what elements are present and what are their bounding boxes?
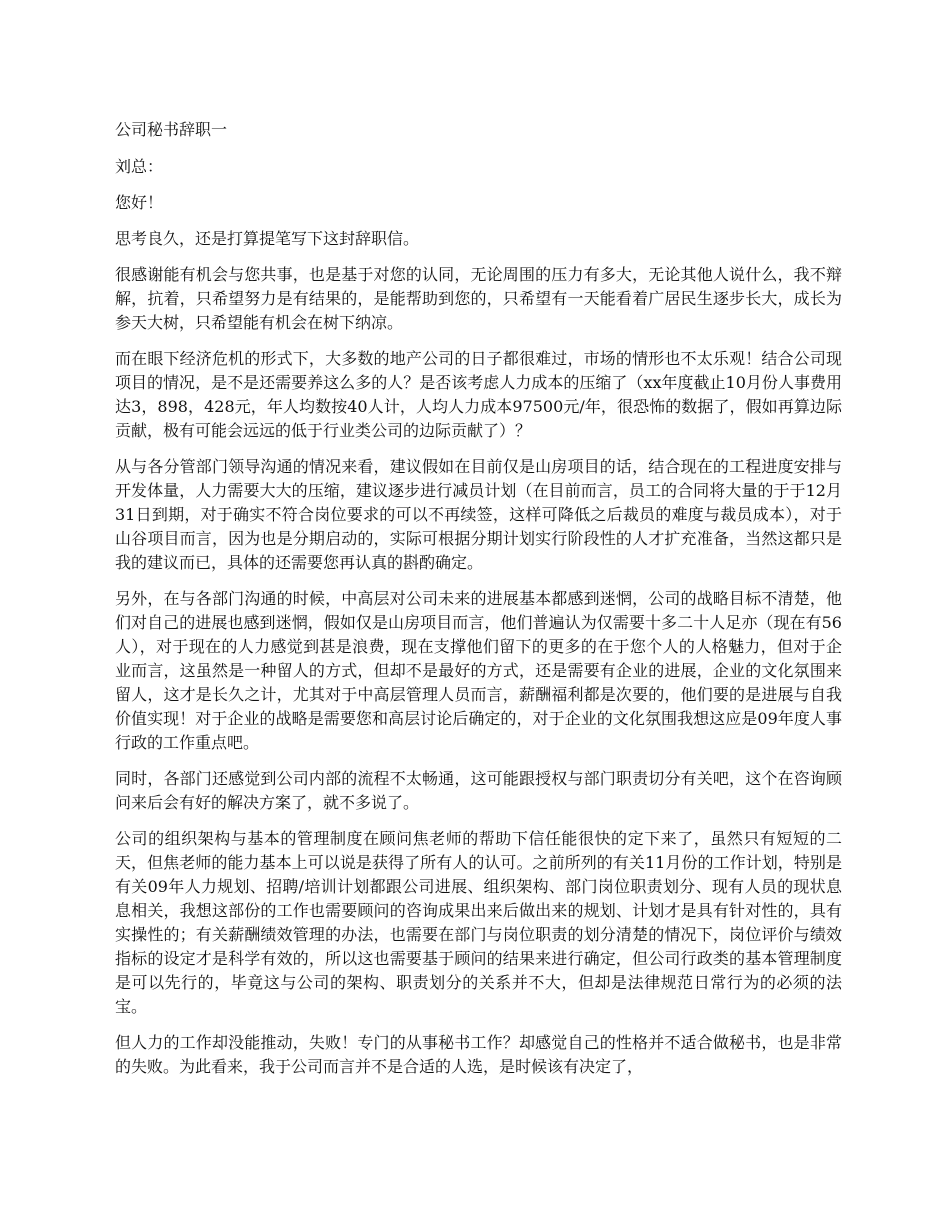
paragraph-1: 思考良久，还是打算提笔写下这封辞职信。 [115,229,420,248]
paragraph-5: 另外，在与各部门沟通的时候，中高层对公司未来的进展基本都感到迷惘，公司的战略目标不清楚，他们对自己的进展也感到迷惘，假如仅是山房项目而言，他们普遍认为仅需要十多二十人足亦（现在有56人），对于现在的人力感觉到甚是浪费，现在支撑他们留下的更多的在于您个人的人格魅力，但对于企业而言，这虽然是一种留人的方式，但却不是最好的方式，还是需要有企业的进展，企业的文化氛围来留人，这才是长久之计，尤其对于中高层管理人员而言，薪酬福利都是次要的，他们要的是进展与自我价值实现！对于企业的战略是需要您和高层讨论后确定的，对于企业的文化氛围我想这应是09年度人事行政的工作重点吧。 [115,589,842,752]
paragraph-3: 而在眼下经济危机的形式下，大多数的地产公司的日子都很难过，市场的情形也不太乐观！结合公司现项目的情况，是不是还需要养这么多的人？是否该考虑人力成本的压缩了（xx年度截止10月份人事费用达3，898，428元，年人均数按40人计，人均人力成本97500元/年，很恐怖的数据了，假如再算边际贡献，极有可能会远远的低于行业类公司的边际贡献了）？ [115,349,842,440]
paragraph-7: 公司的组织架构与基本的管理制度在顾问焦老师的帮助下信任能很快的定下来了，虽然只有短短的二天，但焦老师的能力基本上可以说是获得了所有人的认可。之前所列的有关11月份的工作计划，特别是有关09年人力规划、招聘/培训计划都跟公司进展、组织架构、部门岗位职责划分、现有人员的现状息息相关，我想这部份的工作也需要顾问的咨询成果出来后做出来的规划、计划才是具有针对性的，具有实操性的；有关薪酬绩效管理的办法，也需要在部门与岗位职责的划分清楚的情况下，岗位评价与绩效指标的设定才是科学有效的，所以这也需要基于顾问的结果来进行确定，但公司行政类的基本管理制度是可以先行的，毕竟这与公司的架构、职责划分的关系并不大，但却是法律规范日常行为的必须的法宝。 [115,829,842,1016]
paragraph-2: 很感谢能有机会与您共事，也是基于对您的认同，无论周围的压力有多大，无论其他人说什么，我不辩解，抗着，只希望努力是有结果的，是能帮助到您的，只希望有一天能看着广居民生逐步长大，成长为参天大树，只希望能有机会在树下纳凉。 [115,265,842,332]
paragraph-6: 同时，各部门还感觉到公司内部的流程不太畅通，这可能跟授权与部门职责切分有关吧，这个在咨询顾问来后会有好的解决方案了，就不多说了。 [115,769,842,812]
document-title: 公司秘书辞职一 [115,120,228,139]
greeting: 您好！ [115,193,164,212]
letter-document [115,118,842,1091]
paragraph-8: 但人力的工作却没能推动，失败！专门的从事秘书工作？却感觉自己的性格并不适合做秘书，也是非常的失败。为此看来，我于公司而言并不是合适的人选，是时候该有决定了， [115,1033,842,1076]
salutation: 刘总： [115,157,164,176]
paragraph-4: 从与各分管部门领导沟通的情况来看，建议假如在目前仅是山房项目的话，结合现在的工程进度安排与开发体量，人力需要大大的压缩，建议逐步进行减员计划（在目前而言，员工的合同将大量的于于12月31日到期，对于确实不符合岗位要求的可以不再续签，这样可降低之后裁员的难度与裁员成本），对于山谷项目而言，因为也是分期启动的，实际可根据分期计划实行阶段性的人才扩充准备，当然这都只是我的建议而已，具体的还需要您再认真的斟酌确定。 [115,457,842,572]
